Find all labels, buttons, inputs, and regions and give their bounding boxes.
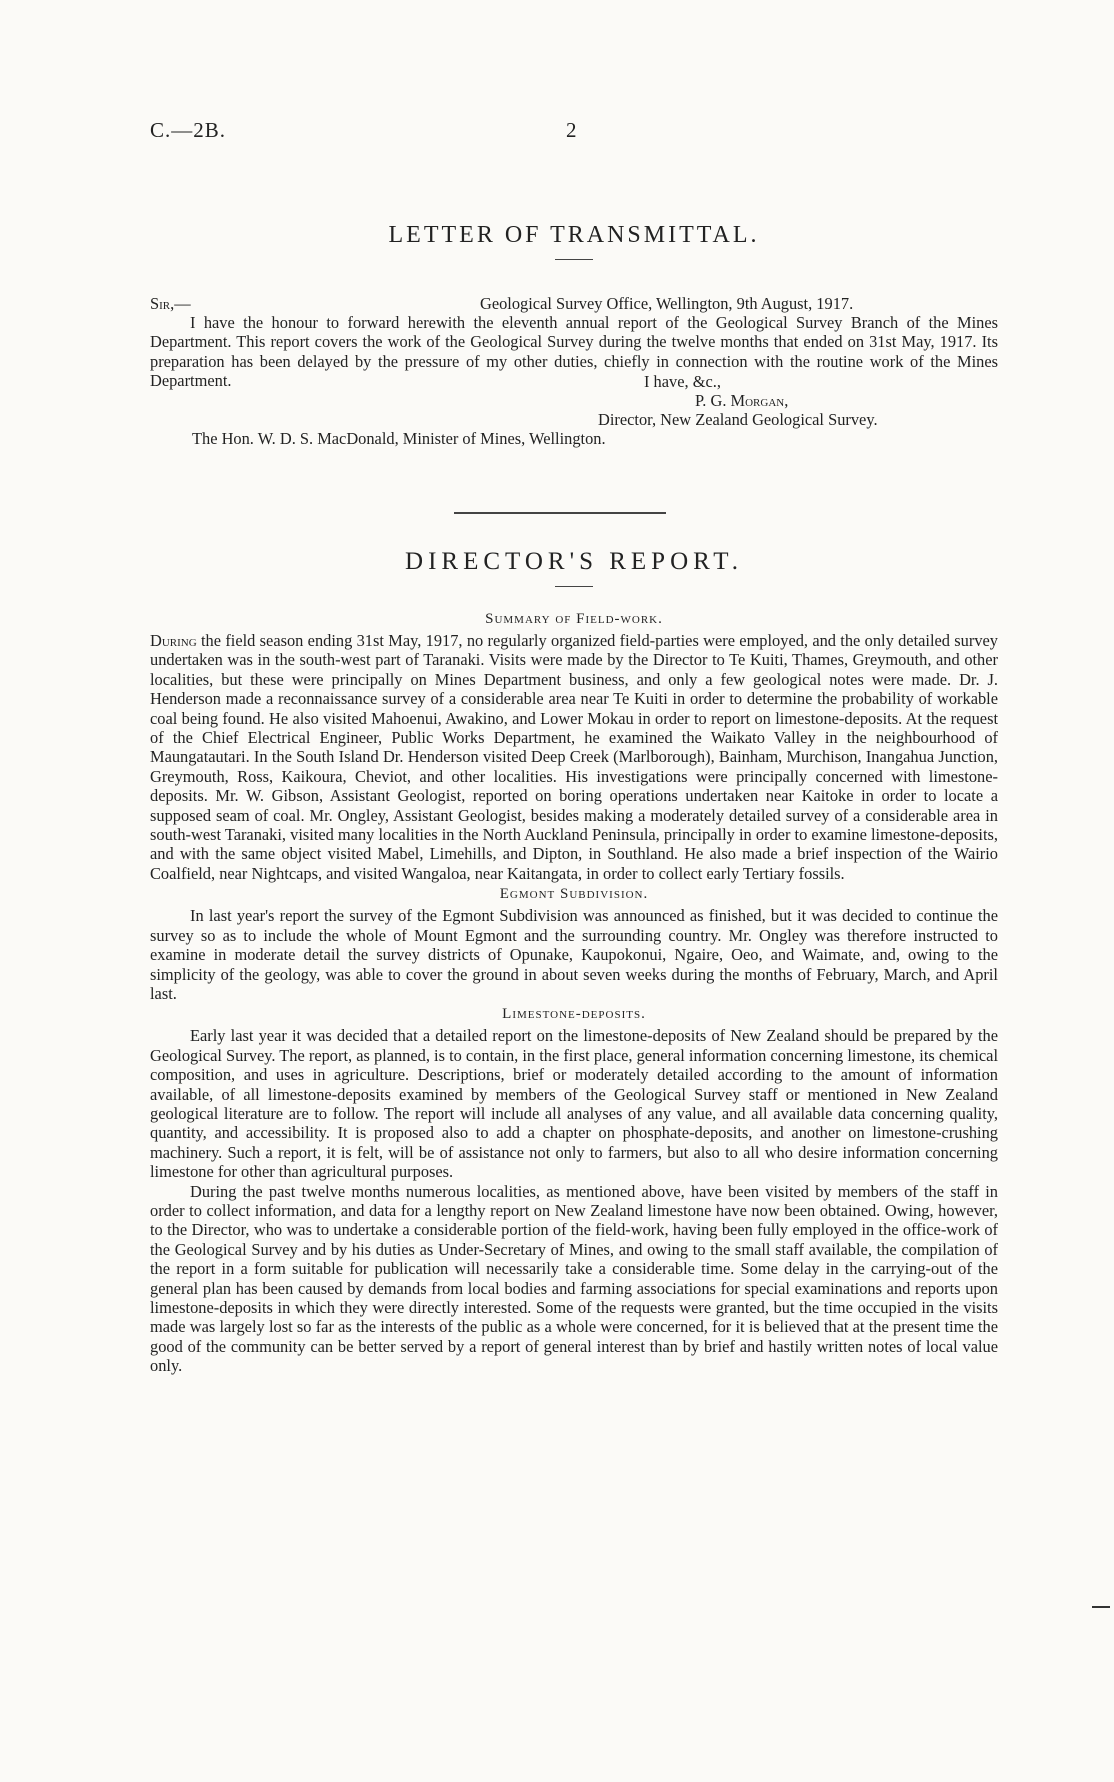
section-heading-limestone: Limestone-deposits. — [502, 1006, 646, 1023]
letter-dateline: Geological Survey Office, Wellington, 9th August, 1917. — [480, 294, 854, 313]
letter-salutation: Sir,— — [150, 294, 191, 313]
letter-signature-title: Director, New Zealand Geological Survey. — [598, 410, 878, 430]
section-divider — [454, 512, 666, 514]
section-heading-egmont: Egmont Subdivision. — [499, 886, 649, 903]
letter-signature: P. G. Morgan, — [695, 390, 789, 410]
letter-title: LETTER OF TRANSMITTAL. — [388, 222, 760, 248]
letter-closing: I have, &c., — [644, 371, 721, 391]
report-title-rule — [555, 586, 593, 587]
margin-mark — [1092, 1606, 1110, 1608]
field-work-lead: During — [150, 631, 197, 650]
field-work-text: the field season ending 31st May, 1917, no regularly organized field-parties were employed, and the only detailed survey undertaken was in the south-west part of Taranaki. Visits were made by the Director to Te Kuiti, Thames, Greymouth, and other localities, but these were principally on Mines Department business, and only a few geological notes were made. Dr. J. Henderson made a reconnaissance survey of a considerable area near Te Kuiti in order to determine the probability of workable coal being found. He also visited Mahoenui, Awakino, and Lower Mokau in order to report on limestone-deposits. At the request of the Chief Electrical Engineer, Public Works Department, he examined the Waikato Valley in the neighbourhood of Maungatautari. In the South Island Dr. Henderson visited Deep Creek (Marlborough), Bainham, Murchison, Inangahua Junction, Greymouth, Ross, Kaikoura, Cheviot, and other localities. His investigations were principally concerned with limestone-deposits. Mr. W. Gibson, Assistant Geologist, reported on boring operations undertaken near Kaitoke in order to locate a supposed seam of coal. Mr. Ongley, Assistant Geologist, besides making a moderately detailed survey of a considerable area in south-west Taranaki, visited many localities in the North Auckland Peninsula, principally in order to examine limestone-deposits, and with the same object visited Mabel, Limehills, and Dipton, in Southland. He also made a brief inspection of the Wairio Coalfield, near Nightcaps, and visited Wangaloa, near Kaitangata, in order to collect early Tertiary fossils. — [150, 631, 998, 883]
page-number: 2 — [566, 118, 577, 142]
limestone-paragraph-2: During the past twelve months numerous localities, as mentioned above, have been visited by members of the staff in order to collect information, and data for a lengthy report on New Zealand limestone have now been obtained. Owing, however, to the Director, who was to undertake a considerable portion of the field-work, having been fully employed in the office-work of the Geological Survey and by his duties as Under-Secretary of Mines, and owing to the small staff available, the compilation of the report in a form suitable for publication will necessarily take a considerable time. Some delay in the carrying-out of the general plan has been caused by demands from local bodies and farming associations for special examinations and reports upon limestone-deposits in which they were directly interested. Some of the requests were granted, but the time occupied in the visits made was largely lost so far as the interests of the public as a whole were concerned, for it is believed that at the present time the good of the community can be better served by a report of general interest than by brief and hastily written notes of local value only. — [150, 1181, 998, 1376]
field-work-paragraph — [150, 631, 998, 883]
report-section — [150, 548, 998, 587]
egmont-paragraph: In last year's report the survey of the Egmont Subdivision was announced as finished, but it was decided to continue the survey so as to include the whole of Mount Egmont and the surrounding country. Mr. Ongley was therefore instructed to examine in moderate detail the survey districts of Opunake, Kaupokonui, Ngaire, Oeo, and Waimate, and, owing to the simplicity of the geology, was able to cover the ground in about seven weeks during the months of February, March, and April last. — [150, 906, 998, 1003]
document-reference: C.—2B. — [150, 118, 227, 142]
letter-section — [150, 222, 998, 260]
report-body — [150, 610, 998, 1376]
limestone-paragraph-1: Early last year it was decided that a detailed report on the limestone-deposits of New Zealand should be prepared by the Geological Survey. The report, as planned, is to contain, in the first place, general information concerning limestone, its chemical composition, and uses in agriculture. Descriptions, brief or moderately detailed according to the amount of information available, of all limestone-deposits examined by members of the Geological Survey staff or mentioned in New Zealand geological literature are to follow. The report will include all analyses of any value, and all available data concerning quality, quantity, and accessibility. It is proposed also to add a chapter on phosphate-deposits, and another on limestone-crushing machinery. Such a report, it is felt, will be of assistance not only to farmers, but also to all who desire information concerning limestone for other than agricultural purposes. — [150, 1026, 998, 1182]
letter-body-block — [150, 294, 998, 449]
report-title: DIRECTOR'S REPORT. — [405, 548, 743, 575]
letter-body: I have the honour to forward herewith the eleventh annual report of the Geological Survey Branch of the Mines Department. This report covers the work of the Geological Survey during the twelve months that ended on 31st May, 1917. Its preparation has been delayed by the pressure of my other duties, chiefly in connection with the routine work of the Mines Department. — [150, 313, 998, 391]
section-heading-field-work: Summary of Field-work. — [485, 611, 663, 627]
title-rule — [555, 259, 593, 260]
letter-addressee: The Hon. W. D. S. MacDonald, Minister of Mines, Wellington. — [192, 429, 606, 449]
